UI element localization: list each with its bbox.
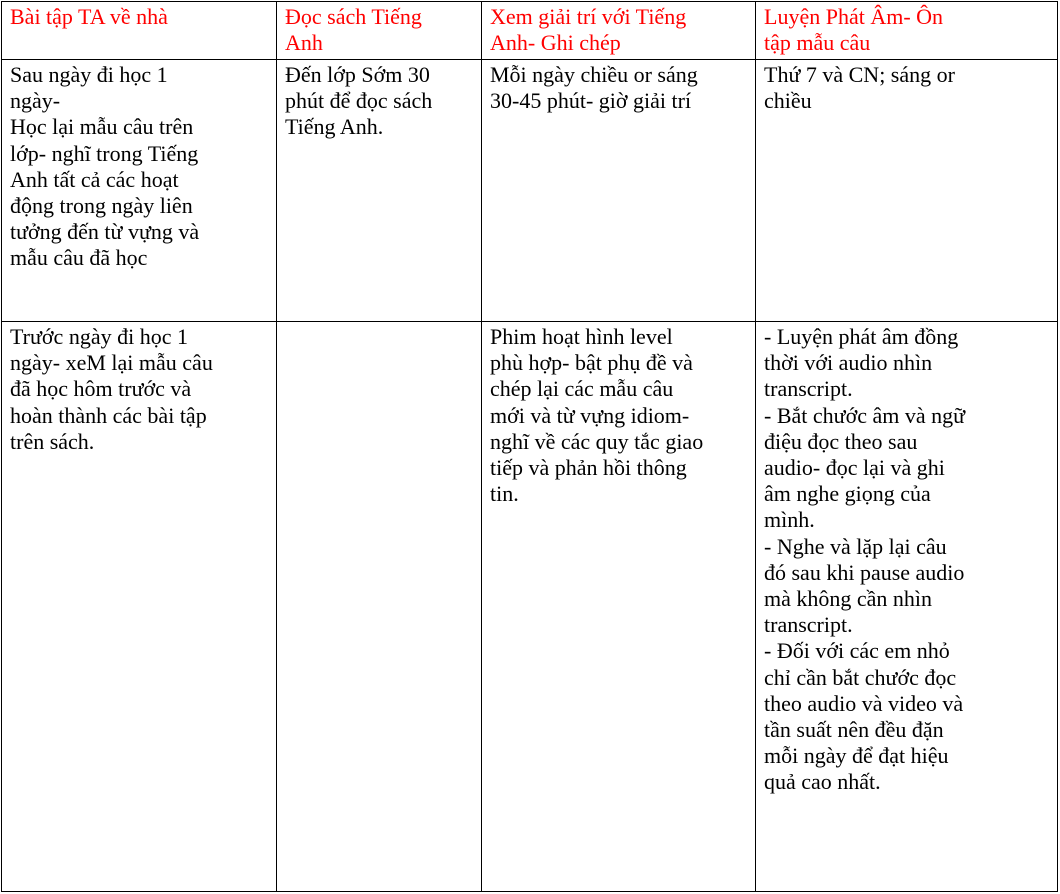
- header-homework-label: Bài tập TA về nhà: [10, 4, 168, 29]
- table-cell: [277, 322, 482, 892]
- header-pronunciation: [756, 2, 1058, 60]
- header-entertainment: [482, 2, 756, 60]
- header-homework: [2, 2, 277, 60]
- cell-text: Thứ 7 và CN; sáng or chiều: [764, 62, 955, 114]
- table-cell: [482, 322, 756, 892]
- header-reading-label: Đọc sách Tiếng Anh: [285, 4, 422, 56]
- table-header-row: [2, 2, 1058, 60]
- table-cell: [277, 60, 482, 322]
- table-row: [2, 60, 1058, 322]
- header-entertainment-label: Xem giải trí với Tiếng Anh- Ghi chép: [490, 4, 687, 56]
- cell-text: Mỗi ngày chiều or sáng 30-45 phút- giờ giải trí: [490, 62, 698, 114]
- table-cell: [756, 322, 1058, 892]
- table-cell: [482, 60, 756, 322]
- table-cell: [756, 60, 1058, 322]
- cell-text: Đến lớp Sớm 30 phút để đọc sách Tiếng Anh.: [285, 62, 433, 140]
- cell-text: Trước ngày đi học 1 ngày- xeM lại mẫu câu đã học hôm trước và hoàn thành các bài tập trên sách.: [10, 324, 213, 454]
- cell-text: - Luyện phát âm đồng thời với audio nhìn transcript. - Bắt chước âm và ngữ điệu đọc theo sau audio- đọc lại và ghi âm nghe giọng của mình. - Nghe và lặp lại câu đó sau khi pause audio mà không cần nhìn transcript. - Đối với các em nhỏ chỉ cần bắt chước đọc theo audio và video và tần suất nên đều đặn mỗi ngày để đạt hiệu quả cao nhất.: [764, 324, 966, 795]
- header-reading: [277, 2, 482, 60]
- cell-text: Sau ngày đi học 1 ngày- Học lại mẫu câu trên lớp- nghĩ trong Tiếng Anh tất cả các hoạt động trong ngày liên tưởng đến từ vựng và mẫu câu đã học: [10, 62, 200, 271]
- header-pronunciation-label: Luyện Phát Âm- Ôn tập mẫu câu: [764, 4, 944, 56]
- table-cell: [2, 322, 277, 892]
- cell-text: Phim hoạt hình level phù hợp- bật phụ đề và chép lại các mẫu câu mới và từ vựng idiom- nghĩ về các quy tắc giao tiếp và phản hồi thông tin.: [490, 324, 704, 507]
- table-cell: [2, 60, 277, 322]
- table-row: [2, 322, 1058, 892]
- study-plan-table: [1, 1, 1058, 892]
